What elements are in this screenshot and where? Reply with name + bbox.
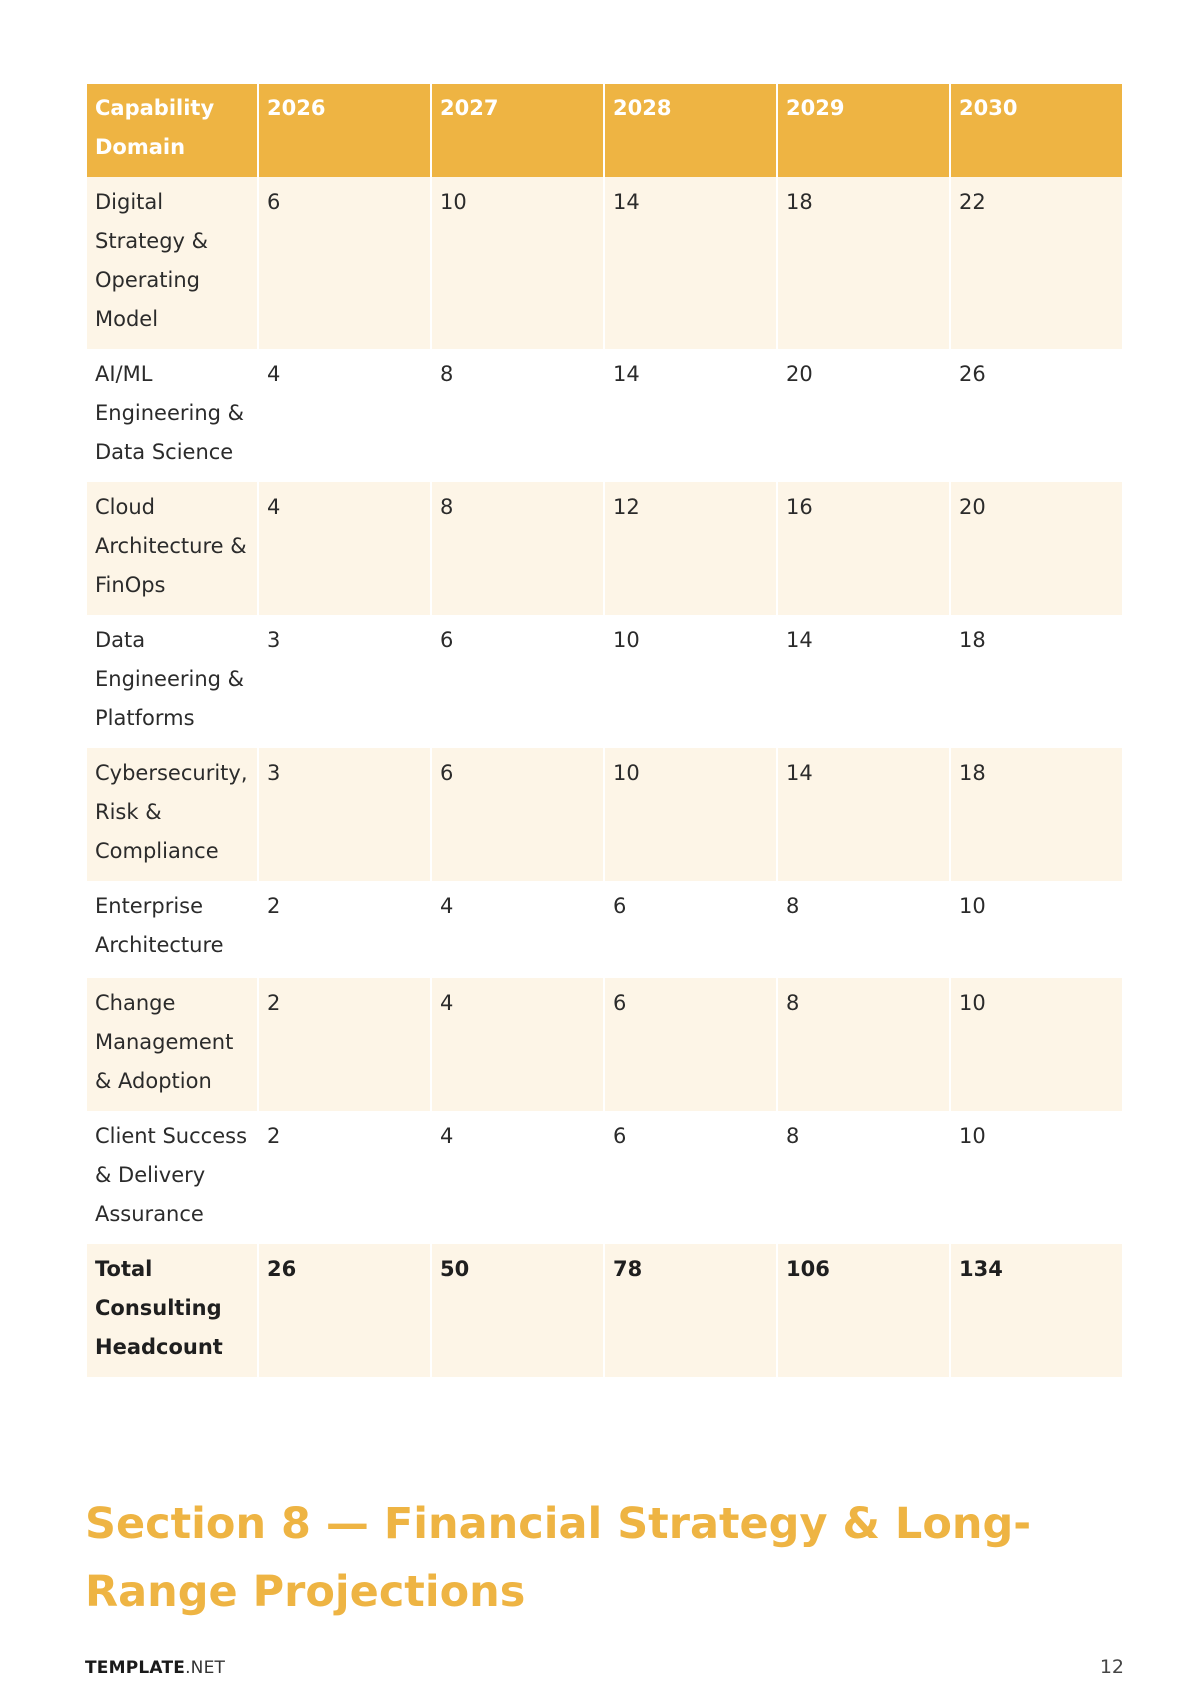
table-row <box>87 349 1122 482</box>
value-cell: 14 <box>605 349 776 482</box>
value-cell: 18 <box>951 748 1122 881</box>
total-value-cell: 26 <box>259 1244 430 1377</box>
logo-strong-text: TEMPLATE <box>85 1658 186 1678</box>
header-2027: 2027 <box>432 84 603 177</box>
value-cell: 6 <box>259 177 430 349</box>
value-cell: 10 <box>951 881 1122 978</box>
table-row <box>87 482 1122 615</box>
value-cell: 6 <box>432 748 603 881</box>
table-row <box>87 881 1122 978</box>
table-row <box>87 978 1122 1111</box>
value-cell: 12 <box>605 482 776 615</box>
value-cell: 4 <box>259 482 430 615</box>
headcount-table <box>85 84 1124 1377</box>
page-number: 12 <box>1099 1656 1124 1678</box>
domain-cell: Cybersecurity, Risk & Compliance <box>87 748 257 881</box>
domain-cell: Cloud Architecture & FinOps <box>87 482 257 615</box>
value-cell: 26 <box>951 349 1122 482</box>
total-row <box>87 1244 1122 1377</box>
table-header-row <box>87 84 1122 177</box>
value-cell: 18 <box>951 615 1122 748</box>
value-cell: 6 <box>605 1111 776 1244</box>
total-value-cell: 78 <box>605 1244 776 1377</box>
value-cell: 2 <box>259 881 430 978</box>
table-row <box>87 615 1122 748</box>
value-cell: 16 <box>778 482 949 615</box>
value-cell: 4 <box>432 978 603 1111</box>
value-cell: 14 <box>605 177 776 349</box>
section-heading: Section 8 — Financial Strategy & Long-Range Projections <box>85 1499 1032 1617</box>
value-cell: 4 <box>432 1111 603 1244</box>
value-cell: 20 <box>951 482 1122 615</box>
table-row <box>87 748 1122 881</box>
value-cell: 4 <box>432 881 603 978</box>
table-row <box>87 1111 1122 1244</box>
value-cell: 10 <box>951 1111 1122 1244</box>
domain-cell: Enterprise Architecture <box>87 881 257 978</box>
header-2030: 2030 <box>951 84 1122 177</box>
value-cell: 8 <box>432 482 603 615</box>
domain-cell: Change Management & Adoption <box>87 978 257 1111</box>
value-cell: 6 <box>432 615 603 748</box>
value-cell: 18 <box>778 177 949 349</box>
value-cell: 8 <box>778 881 949 978</box>
header-2028: 2028 <box>605 84 776 177</box>
domain-cell: Client Success & Delivery Assurance <box>87 1111 257 1244</box>
value-cell: 14 <box>778 615 949 748</box>
total-value-cell: 50 <box>432 1244 603 1377</box>
header-capability-domain: Capability Domain <box>87 84 257 177</box>
domain-cell: AI/ML Engineering & Data Science <box>87 349 257 482</box>
logo-light-text: .NET <box>185 1658 226 1678</box>
template-net-logo <box>85 1658 225 1678</box>
value-cell: 6 <box>605 978 776 1111</box>
table-row <box>87 177 1122 349</box>
value-cell: 8 <box>778 978 949 1111</box>
header-2026: 2026 <box>259 84 430 177</box>
value-cell: 3 <box>259 615 430 748</box>
total-label-cell: Total Consulting Headcount <box>87 1244 257 1377</box>
total-value-cell: 106 <box>778 1244 949 1377</box>
value-cell: 2 <box>259 1111 430 1244</box>
value-cell: 8 <box>432 349 603 482</box>
value-cell: 14 <box>778 748 949 881</box>
value-cell: 10 <box>605 615 776 748</box>
value-cell: 3 <box>259 748 430 881</box>
value-cell: 22 <box>951 177 1122 349</box>
header-2029: 2029 <box>778 84 949 177</box>
value-cell: 2 <box>259 978 430 1111</box>
total-value-cell: 134 <box>951 1244 1122 1377</box>
value-cell: 20 <box>778 349 949 482</box>
value-cell: 10 <box>951 978 1122 1111</box>
domain-cell: Digital Strategy & Operating Model <box>87 177 257 349</box>
domain-cell: Data Engineering & Platforms <box>87 615 257 748</box>
value-cell: 8 <box>778 1111 949 1244</box>
value-cell: 10 <box>605 748 776 881</box>
value-cell: 10 <box>432 177 603 349</box>
value-cell: 6 <box>605 881 776 978</box>
value-cell: 4 <box>259 349 430 482</box>
